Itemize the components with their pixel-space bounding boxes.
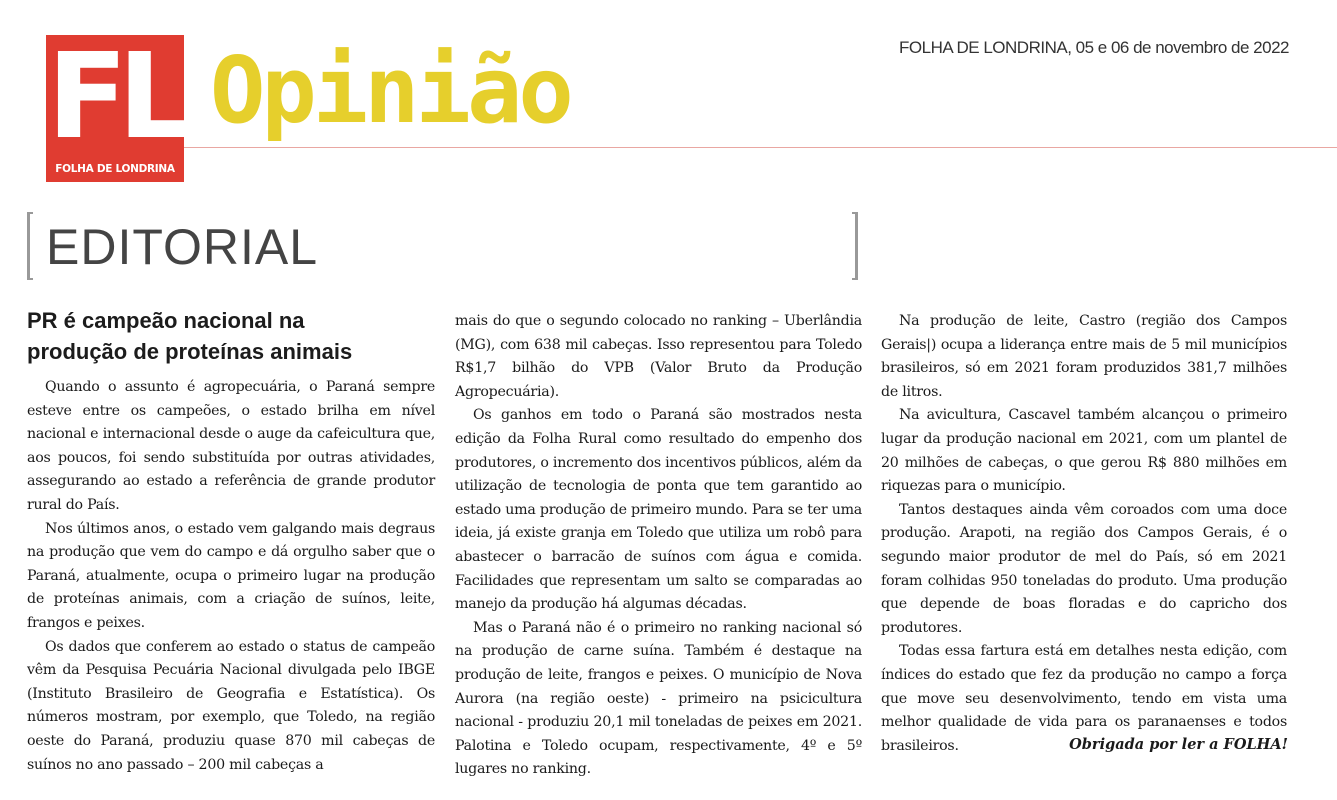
headline-line-1: PR é campeão nacional na bbox=[27, 308, 305, 333]
paragraph: Na avicultura, Cascavel também alcançou o primeiro lugar da produção nacional em 2021, com um plantel de 20 milhões de cabeças, o que gerou R$ 880 milhões em riquezas para o município. bbox=[881, 407, 1287, 495]
section-title: Opinião bbox=[210, 37, 570, 144]
folha-de-londrina-logo bbox=[46, 27, 184, 182]
logo-letters: FL bbox=[47, 27, 183, 165]
dateline: FOLHA DE LONDRINA, 05 e 06 de novembro de 2022 bbox=[899, 38, 1289, 57]
article-headline bbox=[27, 305, 427, 367]
paragraph: Os dados que conferem ao estado o status de campeão vêm da Pesquisa Pecuária Nacional divulgada pelo IBGE (Instituto Brasileiro de Geografia e Estatística). Os números mostram, por exemplo, que Toledo, na região oeste do Paraná, produziu quase 870 mil cabeças de suínos no ano passado – 200 mil cabeças a bbox=[27, 638, 435, 773]
text-column-2 bbox=[455, 310, 862, 782]
masthead-rule bbox=[184, 147, 1337, 148]
paragraph: Nos últimos anos, o estado vem galgando mais degraus na produção que vem do campo e dá orgulho saber que o Paraná, atualmente, ocupa o primeiro lugar na produção de proteínas animais, com a criação de suínos, leite, frangos e peixes. bbox=[27, 520, 435, 631]
paragraph: Mas o Paraná não é o primeiro no ranking nacional só na produção de carne suína. Também é destaque na produção de leite, frangos e peixes. O município de Nova Aurora (na região oeste) - primeiro na psicicultura nacional - produziu 20,1 mil toneladas de peixes em 2021. Palotina e Toledo ocupam, respectivamente, 4º e 5º lugares no ranking. bbox=[455, 619, 862, 778]
text-column-1 bbox=[27, 376, 435, 777]
headline-line-2: produção de proteínas animais bbox=[27, 339, 353, 364]
signoff: Obrigada por ler a FOLHA! bbox=[1069, 736, 1288, 753]
text-column-3 bbox=[881, 310, 1287, 758]
paragraph: mais do que o segundo colocado no ranking – Uberlândia (MG), com 638 mil cabeças. Isso representou para Toledo R$1,7 bilhão do VPB (Valor Bruto da Produção Agropecuária). bbox=[455, 313, 862, 400]
editorial-kicker: EDITORIAL bbox=[46, 219, 319, 275]
paragraph: Tantos destaques ainda vêm coroados com uma doce produção. Arapoti, na região dos Campos Gerais, é o segundo maior produtor de mel do País, só em 2021 foram colhidas 950 toneladas do produto. Uma produção que depende de boas floradas e do capricho dos produtores. bbox=[881, 501, 1287, 636]
logo-name: FOLHA DE LONDRINA bbox=[55, 163, 175, 175]
paragraph: Os ganhos em todo o Paraná são mostrados nesta edição da Folha Rural como resultado do empenho dos produtores, o incremento dos incentivos públicos, além da utilização de tecnologia de ponta que tem garantido ao estado uma produção de primeiro mundo. Para se ter uma ideia, já existe granja em Toledo que utiliza um robô para abastecer o barracão de suínos com água e comida. Facilidades que representam um salto se comparadas ao manejo da produção há algumas décadas. bbox=[455, 407, 862, 613]
right-bracket bbox=[852, 212, 858, 280]
paragraph: Quando o assunto é agropecuária, o Paraná sempre esteve entre os campeões, o estado brilha em nível nacional e internacional desde o auge da cafeicultura que, aos poucos, foi sendo substituída por outras atividades, assegurando ao estado a referência de grande produtor rural do País. bbox=[27, 379, 435, 513]
left-bracket bbox=[27, 212, 33, 280]
paragraph: Na produção de leite, Castro (região dos Campos Gerais|) ocupa a liderança entre mais de 5 mil municípios brasileiros, só em 2021 foram produzidos 381,7 milhões de litros. bbox=[881, 313, 1287, 400]
paragraph: Todas essa fartura está em detalhes nesta edição, com índices do estado que fez da produção no campo a força que move seu desenvolvimento, tendo em vista uma melhor qualidade de vida para os paranaenses e todos brasileiros. bbox=[881, 643, 1287, 754]
